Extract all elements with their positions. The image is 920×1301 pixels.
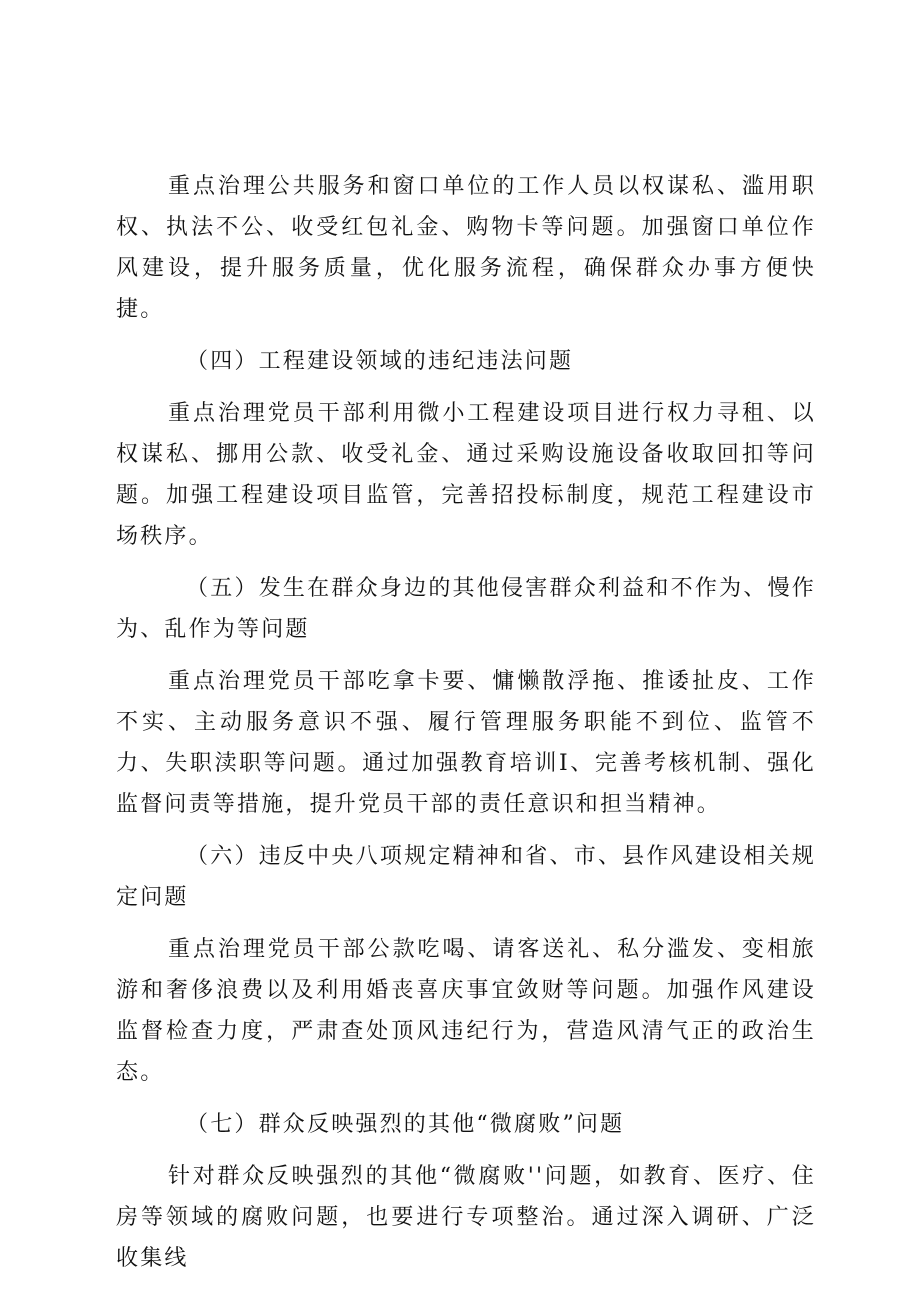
heading-section-4: （四）工程建设领域的违纪违法问题 [186, 349, 574, 374]
paragraph-inaction: 重点治理党员干部吃拿卡要、慵懒散浮拖、推诿扯皮、工作不实、主动服务意识不强、履行管理服务职能不到位、监管不力、失职渎职等问题。通过加强教育培训I、完善考核机制、强化监督问责等措施，提升党员干部的责任意识和担当精神。 [116, 669, 816, 817]
heading-section-5: （五）发生在群众身边的其他侵害群众利益和不作为、慢作为、乱作为等问题 [116, 576, 816, 642]
paragraph-engineering: 重点治理党员干部利用微小工程建设项目进行权力寻租、以权谋私、挪用公款、收受礼金、通过采购设施设备收取回扣等问题。加强工程建设项目监管，完善招投标制度，规范工程建设市场秩序。 [116, 401, 816, 549]
document-body [116, 166, 816, 1279]
paragraph-eight-rules: 重点治理党员干部公款吃喝、请客送礼、私分滥发、变相旅游和奢侈浪费以及利用婚丧喜庆事宜敛财等问题。加强作风建设监督检查力度，严肃查处顶风违纪行为，营造风清气正的政治生态。 [116, 937, 816, 1085]
paragraph-micro-corruption: 针对群众反映强烈的其他“微腐败''问题，如教育、医疗、住房等领域的腐败问题，也要进行专项整治。通过深入调研、广泛收集线 [116, 1164, 816, 1271]
paragraph-public-service: 重点治理公共服务和窗口单位的工作人员以权谋私、滥用职权、执法不公、收受红包礼金、购物卡等问题。加强窗口单位作风建设，提升服务质量，优化服务流程，确保群众办事方便快捷。 [116, 174, 816, 322]
heading-section-6: （六）违反中央八项规定精神和省、市、县作风建设相关规定问题 [116, 844, 816, 910]
heading-section-7: （七）群众反映强烈的其他“微腐败”问题 [186, 1112, 625, 1137]
